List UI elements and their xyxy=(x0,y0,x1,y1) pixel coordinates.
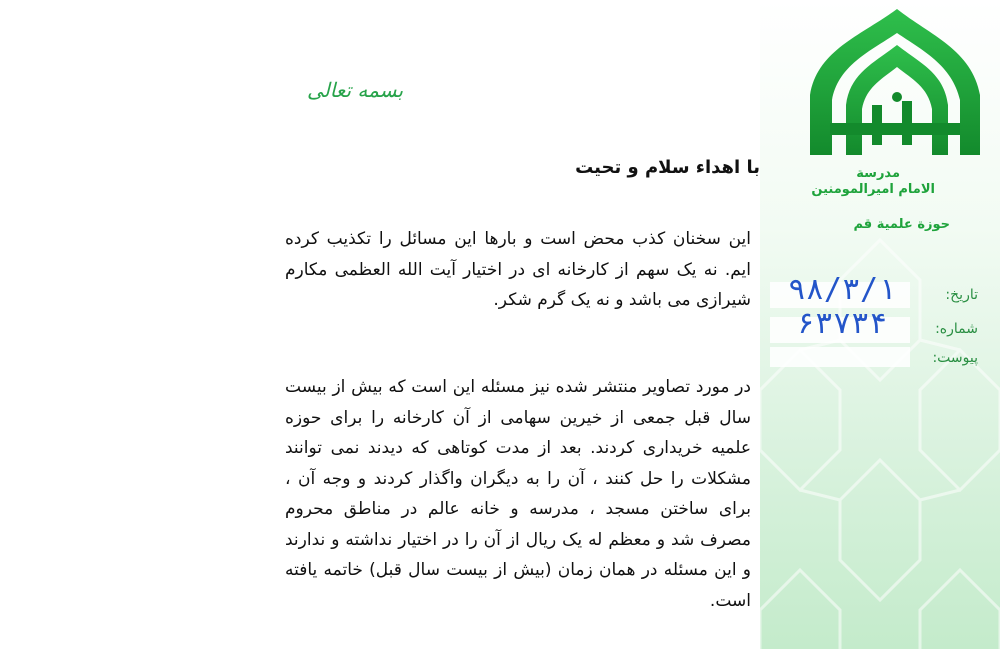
logo-text-madrasa: مدرسة xyxy=(856,166,900,181)
number-value: ۶۳۷۳۴ xyxy=(796,306,888,341)
logo-text-imam: الامام امیرالمومنین xyxy=(811,182,935,197)
logo-text-hawza: حوزة علمیة قم xyxy=(853,217,950,232)
attachment-label: پیوست: xyxy=(932,350,978,366)
body-paragraph-2: در مورد تصاویر منتشر شده نیز مسئله این است که بیش از بیست سال قبل جمعی از خیرین سهامی از آن کارخانه را برای حوزه علمیه خریداری کردند. بعد از مدت کوتاهی که دیدند نمی توانند مشکلات را حل کنند ، آن را به دیگران واگذار کردند و وجه آن ، برای ساختن مسجد ، مدرسه و خانه عالم در مناطق محروم مصرف شد و معظم له یک ریال از آن را در اختیار نداشته و ندارند و این مسئله در همان زمان (بیش از بیست سال قبل) خاتمه یافته است. xyxy=(285,377,751,611)
attachment-box xyxy=(770,347,910,367)
date-label: تاریخ: xyxy=(945,287,978,303)
body-paragraph-1: این سخنان کذب محض است و بارها این مسائل را تکذیب کرده ایم. نه یک سهم از کارخانه ای در اختیار آیت الله العظمی مکارم شیرازی می باشد و نه یک گرم شکر. xyxy=(285,229,751,310)
greeting-line: با اهداء سلام و تحیت xyxy=(575,157,760,178)
bismillah-heading: بسمه تعالی xyxy=(306,78,404,102)
date-value: ۹۸/۳/۱ xyxy=(787,272,897,307)
number-label: شماره: xyxy=(935,321,978,337)
